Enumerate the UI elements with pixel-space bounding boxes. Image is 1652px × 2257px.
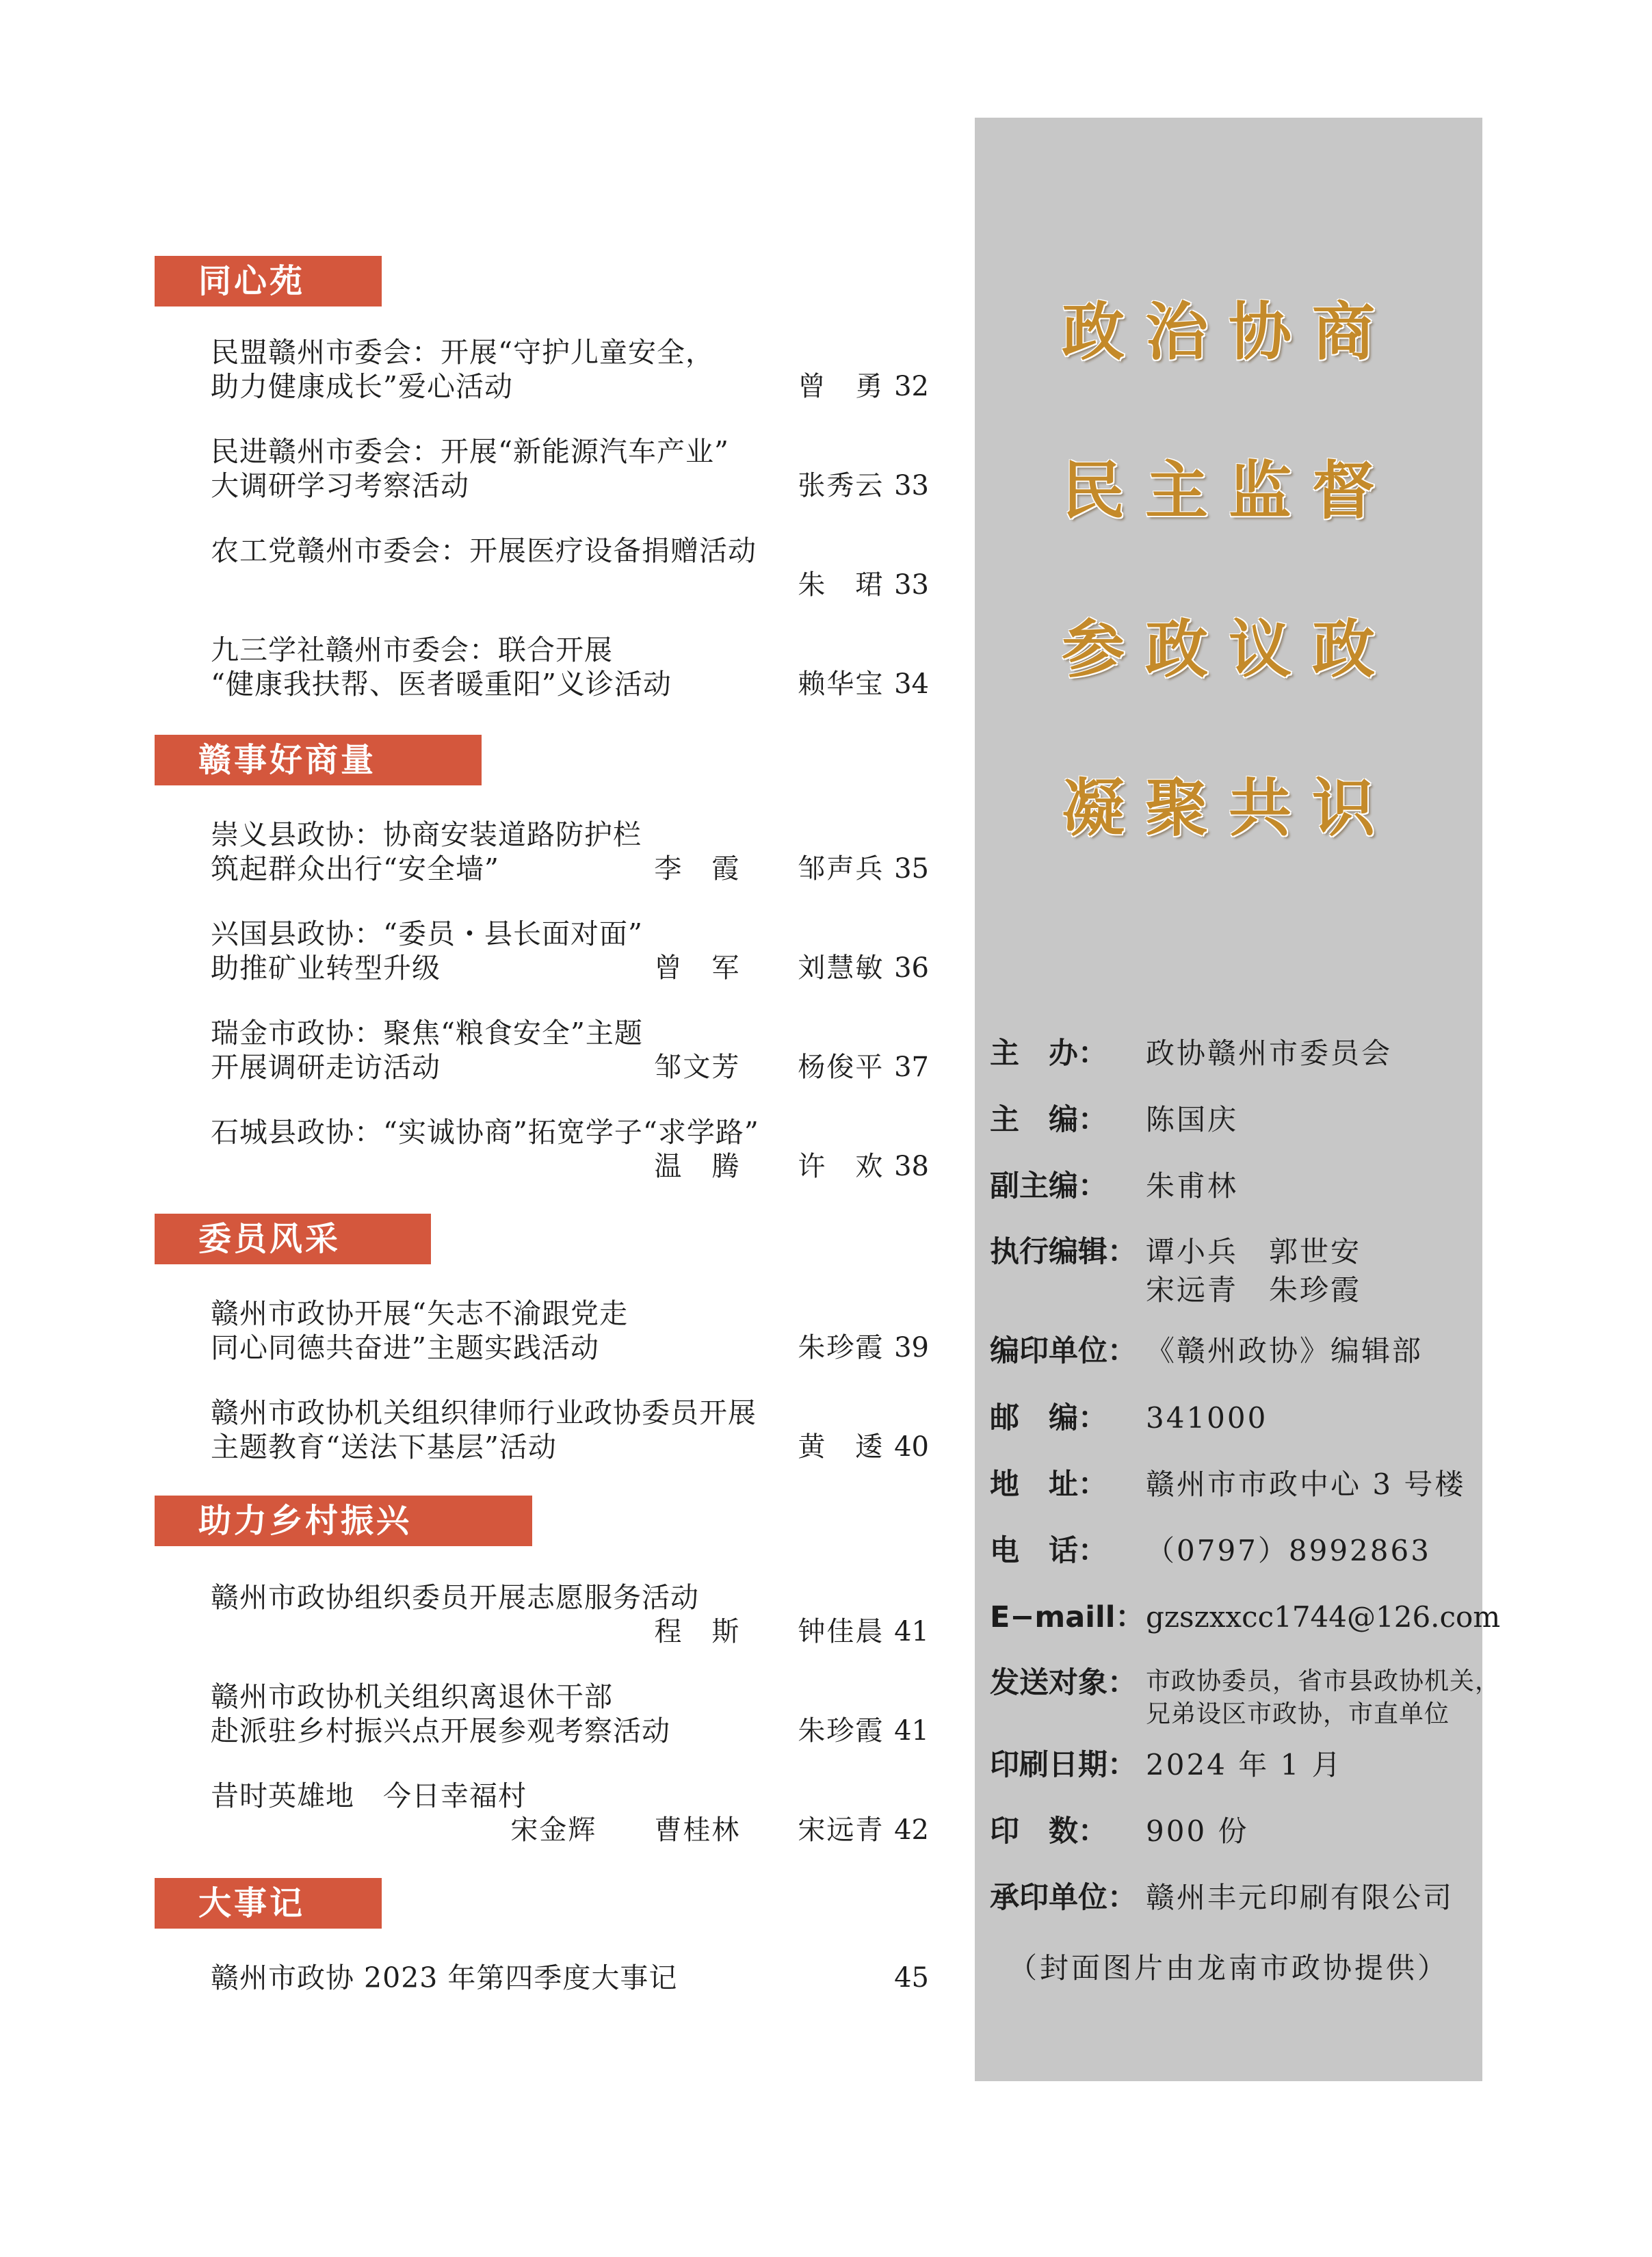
slogan: 民主监督 [1061,454,1395,527]
toc-entry[interactable] [211,1296,929,1368]
entry-title-line1: 赣州市政协机关组织律师行业政协委员开展 [211,1396,757,1429]
entry-title-line1: 赣州市政协开展“矢志不渝跟党走 [211,1297,628,1330]
entry-meta [654,1149,929,1184]
toc-entry[interactable] [211,1016,929,1087]
entry-authors: 温 腾 许 欢 [654,1151,884,1182]
masthead-value: 900 份 [1146,1814,1249,1848]
entry-page: 38 [894,1151,929,1182]
entry-page: 33 [894,569,929,601]
slogan: 参政议政 [1061,612,1395,686]
entry-authors: 朱珍霞 [798,1715,884,1747]
entry-page: 32 [894,371,929,402]
masthead-label: 发送对象： [990,1666,1137,1700]
entry-title-line2: “健康我扶帮、医者暖重阳”义诊活动 [211,668,672,701]
entry-authors: 朱珍霞 [798,1332,884,1364]
toc-entry[interactable] [211,1396,929,1467]
entry-meta [798,568,929,602]
entry-title-line1: 民盟赣州市委会：开展“守护儿童安全， [211,336,714,369]
entry-meta [894,1961,929,1995]
toc-entry[interactable] [211,1680,929,1751]
entry-title-line1: 瑞金市政协：聚焦“粮食安全”主题 [211,1017,643,1049]
masthead-label: 邮 编： [990,1401,1107,1435]
section-title: 同心苑 [155,256,382,306]
entry-meta [798,469,929,503]
entry-meta [798,1430,929,1464]
masthead-label: 主 办： [990,1036,1107,1071]
entry-authors: 赖华宝 [798,668,884,700]
cover-credit: （封面图片由龙南市政协提供） [1008,1951,1449,1985]
entry-title-line1: 昔时英雄地 今日幸福村 [211,1779,527,1812]
toc-entry[interactable] [211,434,929,506]
entry-title-line1: 民进赣州市委会：开展“新能源汽车产业” [211,435,729,468]
entry-meta [654,951,929,985]
entry-title-line1: 石城县政协：“实诚协商”拓宽学子“求学路” [211,1116,759,1149]
entry-page: 37 [894,1052,929,1083]
entry-title-line1: 九三学社赣州市委会：联合开展 [211,634,613,666]
masthead-label: 印 数： [990,1814,1107,1849]
section-title: 赣事好商量 [155,735,482,785]
entry-title-line1: 农工党赣州市委会：开展医疗设备捐赠活动 [211,534,757,567]
entry-authors: 邹文芳 杨俊平 [654,1052,884,1083]
toc-entry[interactable] [211,335,929,406]
toc-entry[interactable] [211,818,929,889]
entry-page: 36 [894,952,929,984]
entry-meta [654,1050,929,1084]
entry-page: 41 [894,1616,929,1647]
section-title: 助力乡村振兴 [155,1496,532,1546]
entry-title-line2: 助力健康成长”爱心活动 [211,370,513,403]
section-title: 委员风采 [155,1214,431,1264]
entry-title-line2: 大调研学习考察活动 [211,469,469,502]
masthead-label: 电 话： [990,1534,1107,1568]
entry-authors: 宋金辉 曹桂林 宋远青 [510,1814,884,1846]
entry-meta [654,1615,929,1649]
entry-title-line1: 崇义县政协：协商安装道路防护栏 [211,818,642,851]
masthead-label: 编印单位： [990,1334,1137,1368]
entry-authors: 朱 珺 [798,569,884,601]
entry-page: 40 [894,1431,929,1463]
section-title: 大事记 [155,1878,382,1929]
masthead-panel [975,118,1501,2081]
entry-authors: 李 霞 邹声兵 [654,853,884,885]
masthead-label: 副主编： [990,1169,1107,1203]
slogan: 政治协商 [1061,295,1395,369]
masthead-label: 执行编辑： [990,1235,1137,1269]
masthead-value: 341000 [1146,1401,1268,1435]
entry-title-line2: 主题教育“送法下基层”活动 [211,1431,557,1463]
toc-entry[interactable] [211,917,929,988]
toc-entry[interactable] [211,534,929,605]
entry-meta [798,667,929,701]
entry-page: 33 [894,470,929,501]
entry-meta [510,1813,929,1847]
entry-page: 45 [894,1962,929,1994]
entry-title-line2: 赴派驻乡村振兴点开展参观考察活动 [211,1714,670,1747]
entry-authors: 曾 勇 [798,371,884,402]
masthead-label: 主 编： [990,1103,1107,1137]
masthead-value: 政协赣州市委员会 [1146,1036,1393,1070]
entry-meta [798,369,929,404]
toc-entry[interactable] [211,1961,929,2032]
entry-page: 35 [894,853,929,885]
masthead-label: 印刷日期： [990,1748,1137,1782]
toc-entry[interactable] [211,1115,929,1186]
entry-title-line1: 赣州市政协机关组织离退休干部 [211,1680,613,1713]
toc-entry[interactable] [211,1580,929,1652]
masthead-label: E−maill： [990,1600,1145,1634]
masthead-value: 朱甫林 [1146,1169,1239,1203]
masthead-email[interactable]: gzszxxcc1744@126.com [1146,1600,1501,1634]
entry-page: 42 [894,1814,929,1846]
entry-meta [798,1331,929,1365]
masthead-value: 谭小兵 郭世安 宋远青 朱珍霞 [1146,1235,1362,1307]
entry-authors: 程 斯 钟佳晨 [654,1616,884,1647]
entry-page: 41 [894,1715,929,1747]
masthead-label: 地 址： [990,1467,1107,1502]
entry-title-line1: 赣州市政协组织委员开展志愿服务活动 [211,1581,699,1614]
masthead-value: 《赣州政协》编辑部 [1146,1334,1424,1368]
toc-entry[interactable] [211,633,929,704]
masthead-label: 承印单位： [990,1881,1137,1915]
masthead-value: 陈国庆 [1146,1103,1239,1136]
slogan: 凝聚共识 [1061,771,1395,845]
entry-authors: 曾 军 刘慧敏 [654,952,884,984]
masthead-value: 赣州丰元印刷有限公司 [1146,1881,1454,1914]
toc-entry[interactable] [211,1779,929,1850]
entry-title-line1: 赣州市政协 2023 年第四季度大事记 [211,1961,678,1994]
masthead-value: 赣州市市政中心 3 号楼 [1146,1467,1466,1501]
masthead-value: （0797）8992863 [1146,1534,1431,1567]
masthead-value: 市政协委员，省市县政协机关， 兄弟设区市政协，市直单位 [1146,1667,1501,1728]
entry-title-line2: 同心同德共奋进”主题实践活动 [211,1331,599,1364]
entry-page: 34 [894,668,929,700]
masthead-value: 2024 年 1 月 [1146,1748,1343,1782]
entry-authors: 黄 逶 [798,1431,884,1463]
entry-meta [654,852,929,886]
entry-title-line1: 兴国县政协：“委员・县长面对面” [211,917,643,950]
entry-authors: 张秀云 [798,470,884,501]
entry-title-line2: 助推矿业转型升级 [211,952,441,984]
entry-meta [798,1714,929,1748]
entry-page: 39 [894,1332,929,1364]
entry-title-line2: 筑起群众出行“安全墙” [211,852,499,885]
entry-title-line2: 开展调研走访活动 [211,1051,441,1084]
